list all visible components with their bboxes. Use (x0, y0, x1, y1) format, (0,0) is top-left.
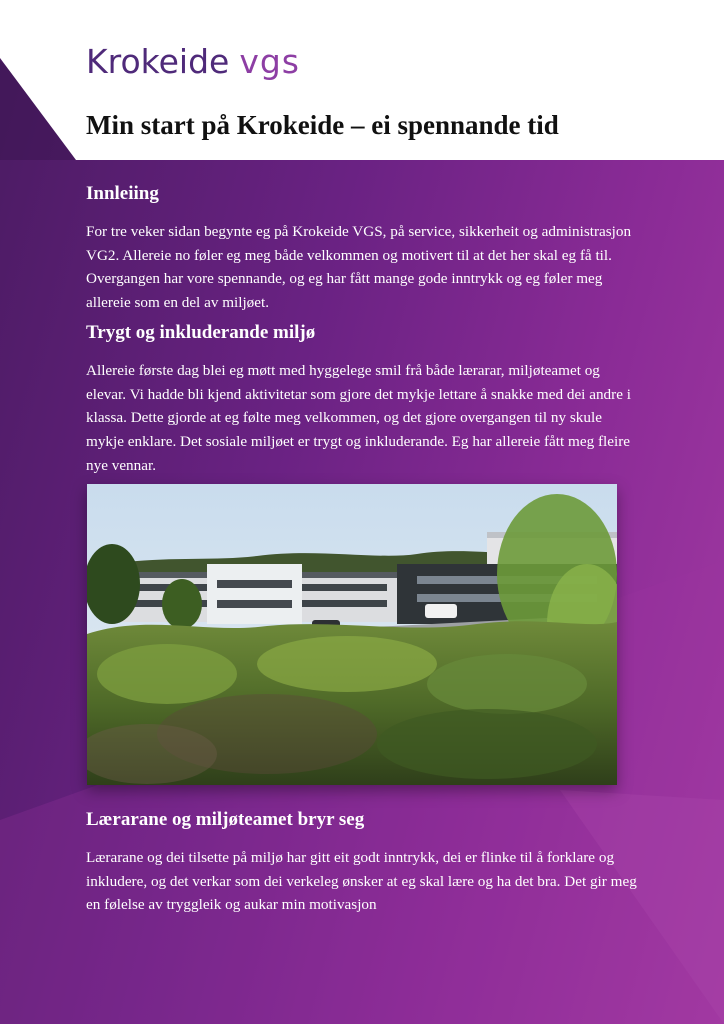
section-body: Lærarane og dei tilsette på miljø har gitt eit godt inntrykk, dei er flinke til å forklare og inkludere, og det verkar som dei verkeleg ønsker at eg skal lære og ha det bra. Det gir meg en følelse av tryggleik og aukar min motivasjon (86, 849, 637, 914)
section-heading: Trygt og inkluderande miljø (86, 322, 316, 343)
logo-brand-text: Krokeide (86, 42, 230, 81)
section-teachers-care (86, 808, 642, 917)
school-building-photo (87, 484, 617, 785)
section-introduction (86, 182, 642, 315)
section-heading: Lærarane og miljøteamet bryr seg (86, 809, 365, 830)
section-heading: Innleiing (86, 183, 159, 204)
school-logo (86, 42, 300, 81)
section-safe-environment (86, 321, 642, 478)
section-body: For tre veker sidan begynte eg på Krokeide VGS, på service, sikkerheit og administrasjon VG2. Allereie no føler eg meg både velkommen og motivert til at det her skal eg få til. Overgangen har vore spennande, og eg har fått mange gode inntrykk og eg føler meg allereie som en del av miljøet. (86, 223, 632, 312)
logo-suffix-text: vgs (239, 42, 300, 81)
section-body: Allereie første dag blei eg møtt med hyggelege smil frå både lærarar, miljøteamet og elevar. Vi hadde bli kjend aktivitetar som gjore det mykje lettare å snakke med dei andre i klassa. Dette gjorde at eg følte meg velkommen, og det gjore overgangen til ny skule mykje enklare. Det sosiale miljøet er trygt og inkluderande. Eg har allereie fått meg fleire nye vennar. (86, 362, 631, 474)
page-title: Min start på Krokeide – ei spennande tid (86, 110, 559, 140)
